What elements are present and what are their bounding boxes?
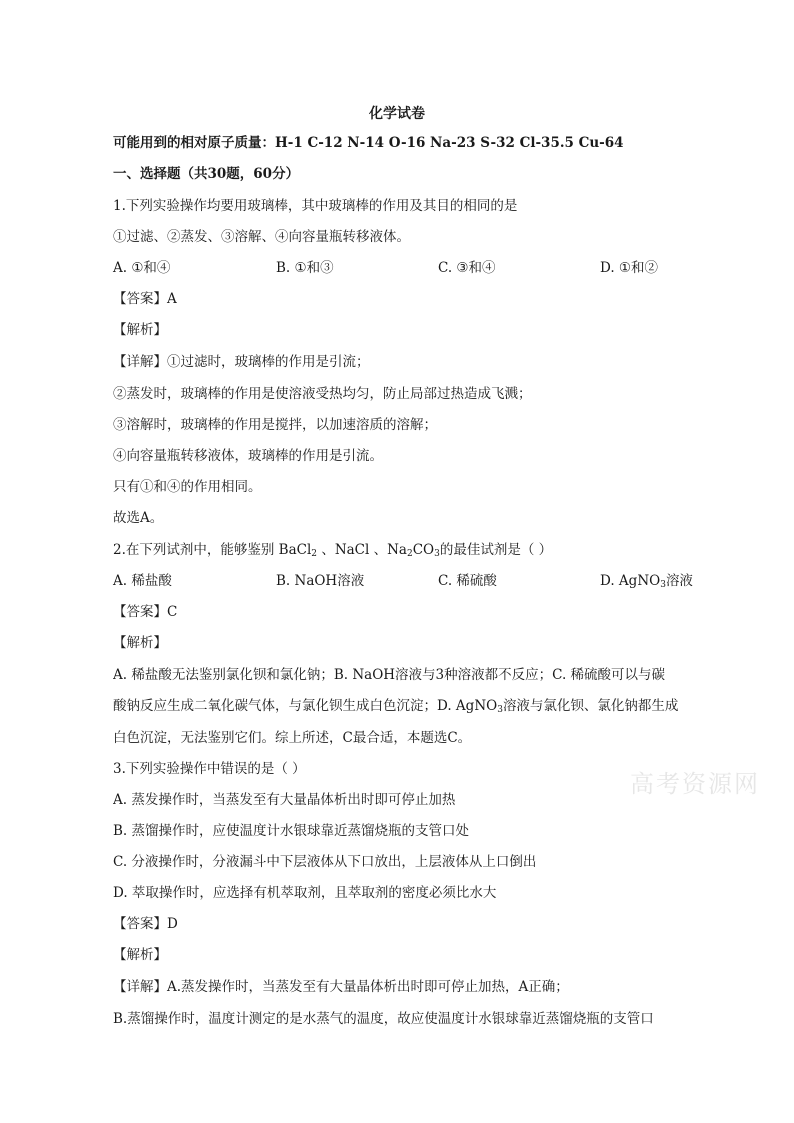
q1-detail-3: ③溶解时，玻璃棒的作用是搅拌，以加速溶质的溶解； bbox=[113, 417, 437, 433]
q2-analysis-label: 【解析】 bbox=[113, 635, 167, 651]
q1-option-d: D. ①和② bbox=[600, 260, 659, 276]
q1-option-b: B. ①和③ bbox=[276, 260, 334, 276]
q3-option-d: D. 萃取操作时，应选择有机萃取剂，且萃取剂的密度必须比水大 bbox=[113, 885, 497, 901]
q2-stem-sub: 3 bbox=[434, 549, 440, 559]
q1-detail-2: ②蒸发时，玻璃棒的作用是使溶液受热均匀，防止局部过热造成飞溅； bbox=[113, 386, 532, 402]
q2-option-d bbox=[600, 572, 693, 590]
q2-analysis-sub: 3 bbox=[497, 705, 503, 715]
page-title: 化学试卷 bbox=[369, 106, 425, 122]
q2-analysis-part: 溶液与氯化钡、氯化钠都生成 bbox=[502, 698, 679, 714]
q1-detail-4: ④向容量瓶转移液体，玻璃棒的作用是引流。 bbox=[113, 448, 383, 464]
q3-option-c: C. 分液操作时，分液漏斗中下层液体从下口放出，上层液体从上口倒出 bbox=[113, 854, 537, 870]
q1-detail-1: 【详解】①过滤时，玻璃棒的作用是引流； bbox=[113, 354, 370, 370]
q1-items: ①过滤、②蒸发、③溶解、④向容量瓶转移液体。 bbox=[113, 229, 410, 245]
q2-option-b: B. NaOH溶液 bbox=[276, 573, 365, 589]
q2-answer: 【答案】C bbox=[113, 604, 178, 620]
q3-stem: 3.下列实验操作中错误的是（ ） bbox=[113, 761, 306, 777]
q2-option-d-text: D. AgNO bbox=[600, 573, 661, 589]
q2-analysis-line-3: 白色沉淀，无法鉴别它们。综上所述，C最合适，本题选C。 bbox=[113, 730, 472, 746]
q2-option-d-sub: 3 bbox=[660, 580, 666, 590]
q2-stem-part: 2.在下列试剂中，能够鉴别 BaCl bbox=[113, 542, 312, 558]
q2-option-d-post: 溶液 bbox=[665, 573, 693, 589]
section-heading: 一、选择题（共30题，60分） bbox=[113, 166, 300, 182]
q2-stem-sub: 2 bbox=[311, 549, 318, 559]
q2-stem-sub: 2 bbox=[406, 549, 413, 559]
q3-answer: 【答案】D bbox=[113, 916, 178, 932]
q2-analysis-part: 酸钠反应生成二氧化碳气体，与氯化钡生成白色沉淀；D. AgNO bbox=[113, 698, 498, 714]
q2-analysis-line-1: A. 稀盐酸无法鉴别氯化钡和氯化钠；B. NaOH溶液与3种溶液都不反应；C. 稀硫酸可以与碳 bbox=[113, 667, 666, 683]
q1-analysis-label: 【解析】 bbox=[113, 322, 167, 338]
q1-detail-5: 只有①和④的作用相同。 bbox=[113, 479, 262, 495]
q1-detail-6: 故选A。 bbox=[113, 510, 164, 526]
q3-analysis-label: 【解析】 bbox=[113, 947, 167, 963]
q3-option-a: A. 蒸发操作时，当蒸发至有大量晶体析出时即可停止加热 bbox=[113, 792, 456, 808]
watermark: 高考资源网 bbox=[630, 770, 760, 798]
q2-stem bbox=[113, 541, 688, 559]
q2-option-a: A. 稀盐酸 bbox=[113, 573, 172, 589]
q3-detail-1: 【详解】A.蒸发操作时，当蒸发至有大量晶体析出时即可停止加热，A正确； bbox=[113, 979, 569, 995]
atomic-masses: 可能用到的相对原子质量：H-1 C-12 N-14 O-16 Na-23 S-32 Cl-35.5 Cu-64 bbox=[113, 135, 624, 151]
q2-analysis-line-2 bbox=[113, 697, 688, 715]
q3-detail-2: B.蒸馏操作时，温度计测定的是水蒸气的温度，故应使温度计水银球靠近蒸馏烧瓶的支管口 bbox=[113, 1011, 654, 1027]
q1-answer: 【答案】A bbox=[113, 291, 177, 307]
q2-stem-part: 的最佳试剂是（ ） bbox=[439, 542, 553, 558]
q3-option-b: B. 蒸馏操作时，应使温度计水银球靠近蒸馏烧瓶的支管口处 bbox=[113, 823, 470, 839]
q1-stem: 1.下列实验操作均要用玻璃棒，其中玻璃棒的作用及其目的相同的是 bbox=[113, 198, 518, 214]
q1-option-c: C. ③和④ bbox=[438, 260, 496, 276]
q2-option-c: C. 稀硫酸 bbox=[438, 573, 497, 589]
q2-stem-part: 、NaCl 、Na bbox=[317, 542, 407, 558]
q1-option-a: A. ①和④ bbox=[113, 260, 171, 276]
q2-stem-part: CO bbox=[412, 542, 435, 558]
